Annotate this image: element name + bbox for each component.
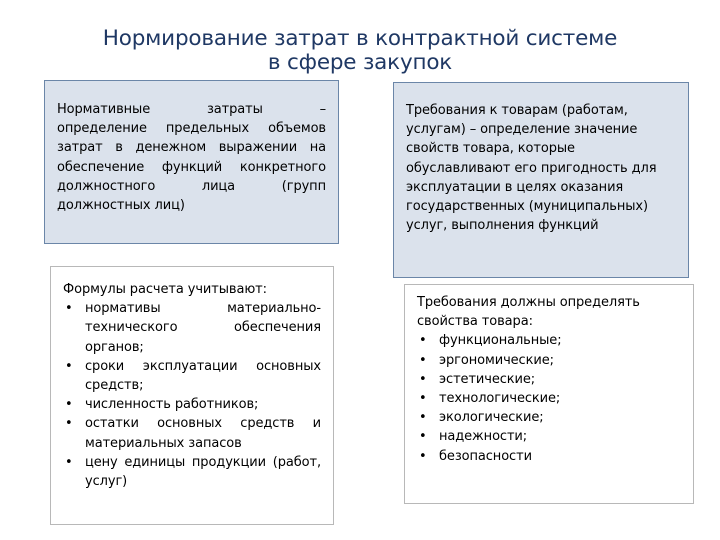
bullet-icon: •: [65, 301, 73, 317]
bullet-icon: •: [419, 448, 427, 464]
list-item: • экологические;: [417, 408, 683, 427]
properties-intro-rest: должны определять свойства товара:: [417, 295, 640, 330]
bullet-icon: •: [65, 454, 73, 470]
formulas-box: [50, 266, 334, 525]
bullet-icon: •: [419, 410, 427, 426]
list-item: • безопасности: [417, 447, 683, 466]
formulas-intro-rest: учитывают:: [187, 282, 267, 297]
bullet-icon: •: [419, 429, 427, 445]
list-item: • нормативы материально-технического обеспечения органов;: [65, 301, 321, 355]
normative-costs-definition: определение предельных объемов затрат в денежном выражении на обеспечение функций конкретного должностного лица (групп должностных лиц): [57, 121, 326, 214]
bullet-icon: •: [419, 352, 427, 368]
goods-requirements-text: [406, 101, 677, 235]
bullet-icon: •: [65, 397, 73, 413]
properties-list: [417, 331, 683, 465]
list-item: • цену единицы продукции (работ, услуг): [65, 454, 321, 490]
goods-requirements-box: [393, 82, 689, 278]
normative-costs-heading: [57, 100, 326, 119]
properties-intro-bold: Требования: [417, 295, 497, 310]
normative-costs-dash: –: [319, 102, 326, 117]
page-title: [0, 27, 720, 75]
normative-costs-text: [57, 100, 326, 215]
bullet-icon: •: [419, 391, 427, 407]
list-item: • функциональные;: [417, 331, 683, 350]
goods-requirements-heading: Требования к товарам: [406, 103, 558, 118]
formulas-intro-bold: Формулы расчета: [63, 282, 184, 297]
formulas-intro: [63, 280, 321, 299]
normative-costs-word-1: Нормативные: [57, 102, 151, 117]
bullet-icon: •: [65, 358, 73, 374]
title-line-2: в сфере закупок: [267, 50, 453, 75]
normative-costs-box: [44, 80, 339, 244]
properties-intro: [417, 293, 683, 331]
title-line-1: Нормирование затрат в контрактной системе: [102, 26, 618, 51]
list-item: • надежности;: [417, 427, 683, 446]
bullet-icon: •: [65, 416, 73, 432]
list-item: • эстетические;: [417, 370, 683, 389]
list-item: • сроки эксплуатации основных средств;: [65, 358, 321, 394]
list-item: • эргономические;: [417, 351, 683, 370]
list-item: • численность работников;: [63, 395, 321, 414]
bullet-icon: •: [419, 371, 427, 387]
list-item: • технологические;: [417, 389, 683, 408]
properties-text: [417, 293, 683, 466]
list-item: • остатки основных средств и материальных запасов: [65, 416, 321, 451]
normative-costs-word-2: затраты: [206, 102, 263, 117]
formulas-list: [63, 299, 321, 491]
properties-box: [404, 284, 694, 504]
formulas-text: [63, 280, 321, 491]
goods-requirements-definition: (работам, услугам) – определение значение свойств товара, которые обуславливают его пригодность для эксплуатации в целях оказания государственных (муниципальных) услуг, выполнения функций: [406, 103, 657, 234]
bullet-icon: •: [419, 333, 427, 349]
